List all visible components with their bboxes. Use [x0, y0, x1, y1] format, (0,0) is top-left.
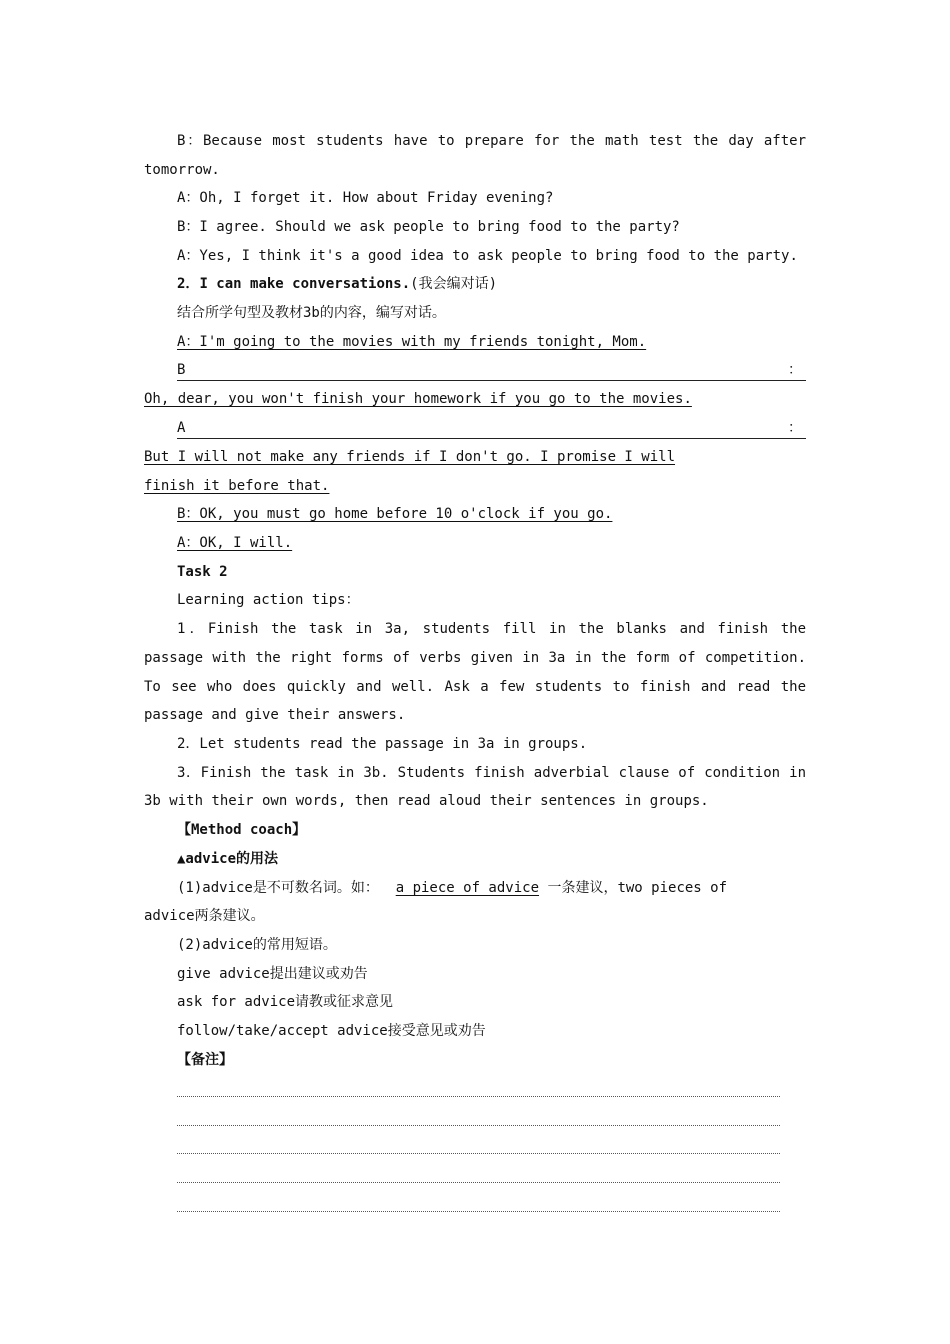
note-line [177, 1096, 780, 1097]
dialogue-line-b2: B：I agree. Should we ask people to bring food to the party? [177, 219, 680, 235]
blank-row-a [177, 418, 806, 439]
section-instruction: 结合所学句型及教材3b的内容，编写对话。 [177, 305, 446, 321]
task2-tip1-line3: To see who does quickly and well. Ask a few students to finish and read the [144, 679, 806, 695]
dialogue-line-a2: A：Yes, I think it's a good idea to ask people to bring food to the party. [177, 248, 798, 264]
note-line [177, 1125, 780, 1126]
notes-title: 【备注】 [177, 1052, 233, 1068]
task2-tip2: 2．Let students read the passage in 3a in groups. [177, 736, 588, 752]
conversation-b-answer [144, 389, 806, 409]
task2-title: Task 2 [177, 564, 228, 580]
conversation-a-answer-2 [144, 476, 806, 496]
advice-point1-text: (1)advice是不可数名词。如： [177, 880, 379, 896]
note-line [177, 1153, 780, 1154]
conversation-a-answer-2-text: finish it before that. [144, 478, 330, 494]
advice-point2: (2)advice的常用短语。 [177, 937, 337, 953]
conversation-b-answer-text: Oh, dear, you won't finish your homework if you go to the movies. [144, 391, 692, 407]
task2-tip3-line2: 3b with their own words, then read aloud their sentences in groups. [144, 793, 709, 809]
conversation-a1-text: A：I'm going to the movies with my friends tonight, Mom. [177, 334, 647, 350]
note-line [177, 1182, 780, 1183]
section-title-en: I can make conversations. [199, 276, 411, 292]
conversation-b2-text: B：OK, you must go home before 10 o'clock if you go. [177, 506, 613, 522]
dialogue-line-a1: A：Oh, I forget it. How about Friday evening? [177, 190, 554, 206]
conversation-a2-text: A：OK, I will. [177, 535, 293, 551]
advice-usage-title: ▲advice的用法 [177, 851, 279, 867]
blank-label-a: A [177, 420, 186, 436]
blank-row-b [177, 360, 806, 381]
task2-tip3-line1: 3．Finish the task in 3b. Students finish adverbial clause of condition in [177, 765, 806, 781]
conversation-b2 [177, 504, 806, 524]
method-coach-title: 【Method coach】 [177, 822, 307, 838]
section-title-cn: (我会编对话) [410, 276, 498, 292]
advice-phrase-3: follow/take/accept advice接受意见或劝告 [177, 1023, 486, 1039]
conversation-a-answer-1-text: But I will not make any friends if I don't go. I promise I will [144, 449, 676, 465]
conversation-a1 [177, 332, 806, 352]
dialogue-line-b1-cont: tomorrow. [144, 162, 220, 178]
advice-phrase-2: ask for advice请教或征求意见 [177, 994, 394, 1010]
advice-point1 [177, 878, 806, 898]
blank-colon-b: ： [788, 362, 802, 378]
conversation-a2 [177, 533, 806, 553]
section-number: 2． [177, 276, 200, 292]
note-line [177, 1211, 780, 1212]
advice-point1-rest: 一条建议，two pieces of [539, 880, 728, 896]
section-heading [177, 274, 806, 294]
task2-tip1-line2: passage with the right forms of verbs given in 3a in the form of competition. [144, 650, 806, 666]
task2-tip1-line1: 1．Finish the task in 3a, students fill in the blanks and finish the [177, 621, 806, 637]
task2-tip1-line4: passage and give their answers. [144, 707, 406, 723]
advice-phrase-1: give advice提出建议或劝告 [177, 966, 368, 982]
dialogue-line-b1: B：Because most students have to prepare for the math test the day after [177, 133, 806, 149]
advice-point1-cont: advice两条建议。 [144, 908, 265, 924]
blank-label-b: B [177, 362, 186, 378]
advice-point1-example: a piece of advice [395, 880, 540, 896]
task2-tips-label: Learning action tips： [177, 592, 360, 608]
blank-colon-a: ： [788, 420, 802, 436]
conversation-a-answer-1 [144, 447, 806, 467]
